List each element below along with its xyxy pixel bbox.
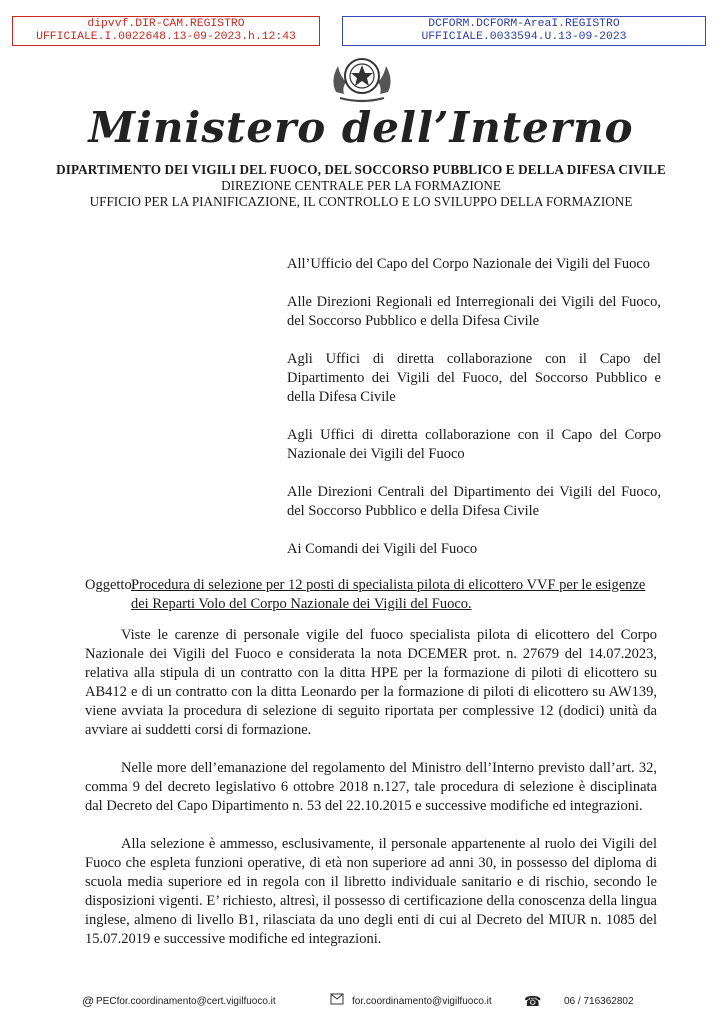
- recipients-list: [287, 255, 661, 578]
- stamp-line: UFFICIALE.0033594.U.13-09-2023: [421, 31, 627, 43]
- letter-body: [85, 626, 657, 968]
- office-name: UFFICIO PER LA PIANIFICAZIONE, IL CONTROLLO E LO SVILUPPO DELLA FORMAZIONE: [89, 194, 633, 209]
- italian-republic-emblem-icon: [326, 52, 398, 104]
- stamp-line: dipvvf.DIR-CAM.REGISTRO: [87, 18, 245, 30]
- at-sign-icon: @: [82, 994, 95, 1008]
- pec-email: for.coordinamento@cert.vigilfuoco.it: [116, 996, 276, 1007]
- body-paragraph: Viste le carenze di personale vigile del fuoco specialista pilota di elicottero del Corpo Nazionale dei Vigili del Fuoco e considerata la nota DCEMER prot. n. 27679 del 14.07.2023, relativa alla stipula di un contratto con la ditta HPE per la formazione di piloti di elicottero su AB412 e di un contratto con la ditta Leonardo per la formazione di piloti di elicottero su AW139, viene avviata la procedura di selezione di seguito riportata per complessive 12 (dodici) unità da avviare ai suddetti corsi di formazione.: [85, 627, 657, 738]
- email-address: for.coordinamento@vigilfuoco.it: [352, 996, 492, 1007]
- envelope-icon: [330, 993, 344, 1008]
- recipient: Ai Comandi dei Vigili del Fuoco: [287, 541, 478, 557]
- recipient: Alle Direzioni Centrali del Dipartimento dei Vigili del Fuoco, del Soccorso Pubblico e della Difesa Civile: [287, 484, 661, 519]
- directorate-name: DIREZIONE CENTRALE PER LA FORMAZIONE: [221, 178, 501, 193]
- subject-text: Procedura di selezione per 12 posti di specialista pilota di elicottero VVF per le esigenze dei Reparti Volo del Corpo Nazionale dei Vigili del Fuoco.: [131, 577, 646, 612]
- recipient: Agli Uffici di diretta collaborazione con il Capo del Dipartimento dei Vigili del Fuoco, del Soccorso Pubblico e della Difesa Civile: [287, 351, 661, 405]
- subject-block: [85, 576, 665, 614]
- body-paragraph: Nelle more dell’emanazione del regolamento del Ministro dell’Interno previsto dall’art. 32, comma 9 del decreto legislativo 6 ottobre 2018 n.127, tale procedura di selezione è disciplinata dal Decreto del Capo Dipartimento n. 53 del 22.10.2015 e successive modifiche ed integrazioni.: [85, 760, 657, 814]
- recipient: Agli Uffici di diretta collaborazione con il Capo del Corpo Nazionale dei Vigili del Fuoco: [287, 427, 661, 462]
- phone-number: 06 / 716362802: [564, 996, 634, 1007]
- ministry-name: Ministero dell’Interno: [88, 103, 634, 152]
- protocol-stamp-outgoing: [342, 16, 706, 46]
- subject-label: Oggetto:: [85, 577, 136, 593]
- stamp-line: DCFORM.DCFORM-AreaI.REGISTRO: [428, 18, 620, 30]
- telephone-icon: ☎: [524, 993, 542, 1009]
- pec-address: [96, 996, 276, 1007]
- stamp-line: UFFICIALE.I.0022648.13-09-2023.h.12:43: [36, 31, 296, 43]
- recipient: Alle Direzioni Regionali ed Interregionali dei Vigili del Fuoco, del Soccorso Pubblico e della Difesa Civile: [287, 294, 661, 329]
- protocol-stamp-incoming: [12, 16, 320, 46]
- body-paragraph: Alla selezione è ammesso, esclusivamente, il personale appartenente al ruolo dei Vigili del Fuoco che espleta funzioni operative, di età non superiore ad anni 30, in possesso del diploma di scuola media superiore ed in regola con il libretto individuale sanitario e di rischio, secondo le disposizioni vigenti. E’ richiesto, altresì, il possesso di certificazione della conoscenza della lingua inglese, almeno di livello B1, rilasciata da uno degli enti di cui al Decreto del MIUR n. 1085 del 15.07.2019 e successive modifiche ed integrazioni.: [85, 836, 657, 947]
- department-name: DIPARTIMENTO DEI VIGILI DEL FUOCO, DEL SOCCORSO PUBBLICO E DELLA DIFESA CIVILE: [56, 162, 666, 177]
- pec-label: PEC: [96, 996, 117, 1007]
- recipient: All’Ufficio del Capo del Corpo Nazionale dei Vigili del Fuoco: [287, 256, 651, 272]
- contact-footer: [0, 994, 722, 1012]
